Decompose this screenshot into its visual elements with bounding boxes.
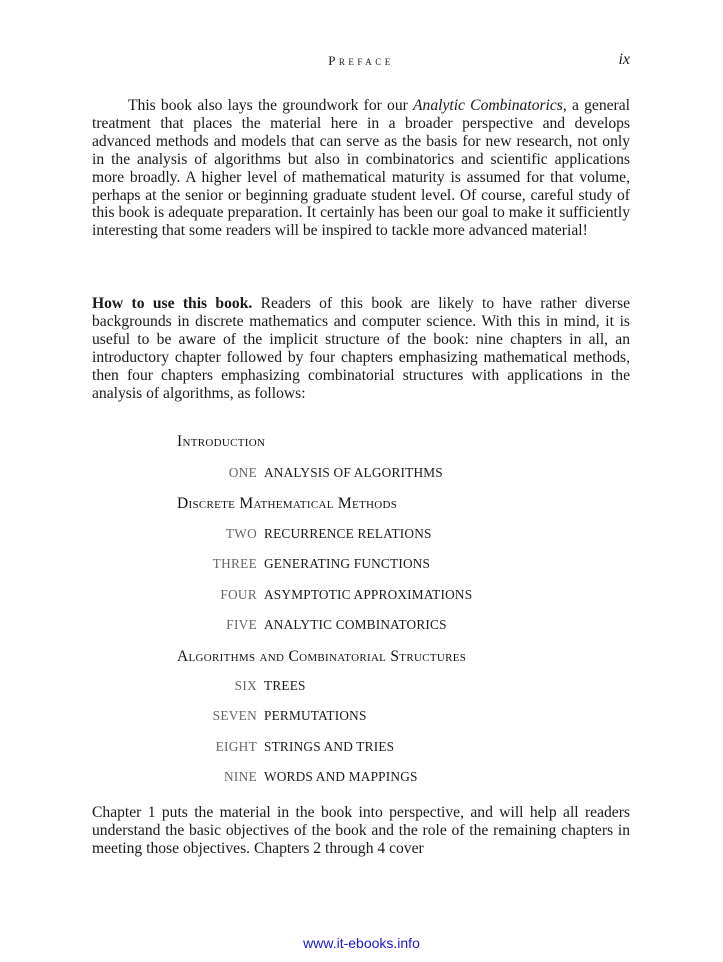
paragraph-text: , a general treatment that places the material here in a broader perspective and develops advanced methods and models that can serve as the basis for new research, not only in the analysis of algorithms but also in combinatorics and scientific applications more broadly. A higher level of mathematical maturity is assumed for that volume, perhaps at the senior or beginning graduate student level. Of course, careful study of this book is adequate preparation. It certainly has been our goal to make it sufficiently interesting that some readers will be inspired to tackle more advanced material!: [92, 97, 630, 240]
chapter-row: [92, 526, 630, 542]
paragraph-how-to-use: [92, 295, 630, 402]
chapter-row: [92, 678, 630, 694]
chapter-number: SIX: [234, 678, 257, 693]
chapter-row: [92, 769, 630, 785]
part-heading-discrete-methods: Discrete Mathematical Methods: [177, 495, 398, 512]
paragraph-text: Readers of this book are likely to have rather diverse backgrounds in discrete mathematics and computer science. With this in mind, it is useful to be aware of the implicit structure of the book: nine chapters in all, an introductory chapter followed by four chapters emphasizing mathematical methods, then four chapters emphasizing combinatorial structures with applications in the analysis of algorithms, as follows:: [92, 295, 630, 402]
book-title-italic: Analytic Combinatorics: [413, 97, 563, 114]
chapter-title: TREES: [264, 678, 306, 693]
paragraph-text: Chapter 1 puts the material in the book into perspective, and will help all readers understand the basic objectives of the book and the role of the remaining chapters in meeting those objectives. Chapters 2 through 4 cover: [92, 804, 630, 857]
chapter-row: [92, 587, 630, 603]
chapter-row: [92, 465, 630, 481]
chapter-title: RECURRENCE RELATIONS: [264, 526, 432, 541]
page-number: ix: [618, 51, 630, 68]
chapter-number: EIGHT: [215, 739, 257, 754]
chapter-number: NINE: [224, 769, 257, 784]
running-head-title: Preface: [328, 53, 394, 68]
part-heading-introduction: Introduction: [177, 433, 266, 450]
chapter-number: THREE: [212, 556, 257, 571]
paragraph-analytic-combinatorics: [92, 97, 630, 240]
chapter-number: FOUR: [220, 587, 257, 602]
chapter-number: SEVEN: [212, 708, 257, 723]
chapter-title: ASYMPTOTIC APPROXIMATIONS: [264, 587, 473, 602]
chapter-title: GENERATING FUNCTIONS: [264, 556, 431, 571]
chapter-title: WORDS AND MAPPINGS: [264, 769, 418, 784]
chapter-number: FIVE: [226, 617, 257, 632]
paragraph-text: This book also lays the groundwork for our: [128, 97, 414, 114]
chapter-row: [92, 739, 630, 755]
paragraph-run-in-heading: How to use this book.: [92, 295, 253, 312]
chapter-row: [92, 617, 630, 633]
running-head: [92, 51, 630, 71]
paragraph-chapter-overview: [92, 804, 630, 858]
chapter-title: STRINGS AND TRIES: [264, 739, 395, 754]
chapter-row: [92, 708, 630, 724]
chapter-number: TWO: [225, 526, 257, 541]
chapter-title: ANALYSIS OF ALGORITHMS: [264, 465, 443, 480]
chapter-title: PERMUTATIONS: [264, 708, 367, 723]
chapter-row: [92, 556, 630, 572]
chapter-number: ONE: [228, 465, 257, 480]
part-heading-algorithms-structures: Algorithms and Combinatorial Structures: [177, 648, 467, 665]
footer-website-link[interactable]: www.it-ebooks.info: [303, 935, 420, 951]
chapter-title: ANALYTIC COMBINATORICS: [264, 617, 447, 632]
